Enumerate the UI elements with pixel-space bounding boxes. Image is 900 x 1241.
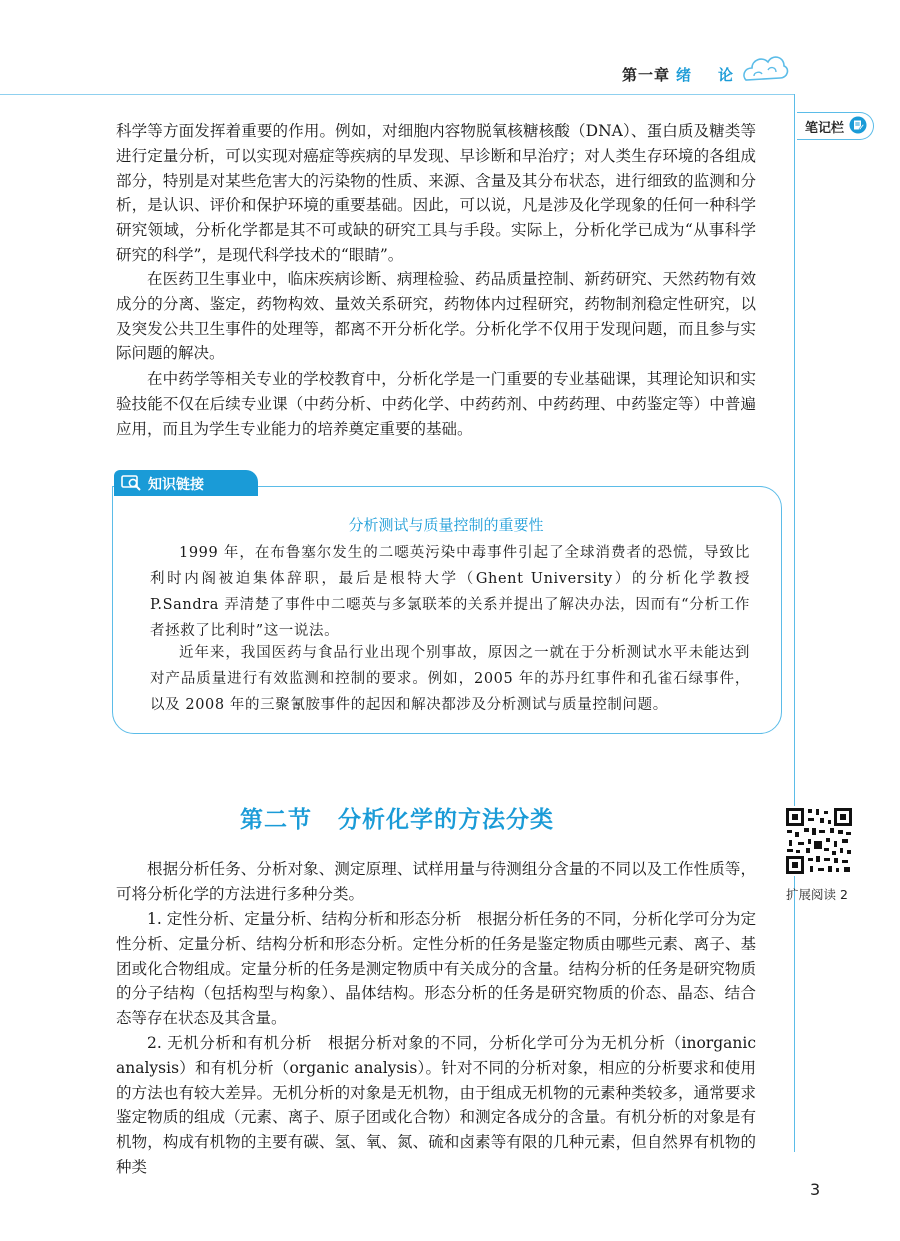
body-paragraph: 在医药卫生事业中，临床疾病诊断、病理检验、药品质量控制、新药研究、天然药物有效成分的分离、鉴定，药物构效、量效关系研究，药物体内过程研究，药物制剂稳定性研究，以及突发公共卫生事件的处理等，都离不开分析化学。分析化学不仅用于发现问题，而且参与实际问题的解决。: [116, 270, 756, 363]
item-text: 根据分析任务的不同，分析化学可分为定性分析、定量分析、结构分析和形态分析。定性分析的任务是鉴定物质由哪些元素、离子、基团或化合物组成。定量分析的任务是测定物质中有关成分的含量。结构分析的任务是研究物质的分子结构（包括构型与构象）、晶体结构。形态分析的任务是研究物质的价态、晶态、结合态等存在状态及其含量。: [116, 910, 756, 1028]
knowledge-link-label: 知识链接: [148, 477, 204, 493]
section-name: 分析化学的方法分类: [338, 807, 554, 833]
section-intro: 根据分析任务、分析对象、测定原理、试样用量与待测组分含量的不同以及工作性质等，可将分析化学的方法进行多种分类。: [116, 860, 756, 903]
knowledge-link-tab: [114, 470, 258, 496]
notes-column-tab: [797, 112, 874, 140]
body-paragraph: 在中药学等相关专业的学校教育中，分析化学是一门重要的专业基础课，其理论知识和实验技能不仅在后续专业课（中药分析、中药化学、中药药剂、中药药理、中药鉴定等）中普遍应用，而且为学生专业能力的培养奠定重要的基础。: [116, 370, 756, 438]
notebook-pen-icon: [849, 116, 867, 134]
running-header: [622, 60, 792, 90]
chapter-title: 绪 论: [676, 66, 740, 84]
magnifier-screen-icon: [121, 474, 143, 492]
chapter-number: 第一章: [622, 66, 671, 84]
cloud-ornament-icon: [740, 46, 790, 90]
body-paragraph: 科学等方面发挥着重要的作用。例如，对细胞内容物脱氧核糖核酸（DNA）、蛋白质及糖类等进行定量分析，可以实现对癌症等疾病的早发现、早诊断和早治疗；对人类生存环境的各组成部分，特别是对某些危害大的污染物的性质、来源、含量及其分布状态，进行细致的监测和分析，是认识、评价和保护环境的重要基础。因此，可以说，凡是涉及化学现象的任何一种科学研究领域，分析化学都是其不可或缺的研究工具与手段。实际上，分析化学已成为“从事科学研究的科学”，是现代科学技术的“眼睛”。: [116, 122, 756, 264]
section-title: [0, 801, 794, 834]
section-number: 第二节: [240, 807, 312, 833]
qr-code-icon[interactable]: [784, 806, 854, 876]
section-item: [116, 907, 756, 1031]
margin-rule: [794, 94, 795, 1152]
header-rule: [0, 94, 795, 95]
notes-label: 笔记栏: [805, 121, 845, 136]
section-item: [116, 1031, 756, 1180]
page-number: 3: [810, 1180, 821, 1199]
knowledge-link-heading: 分析测试与质量控制的重要性: [348, 516, 544, 534]
chapter-label: [622, 64, 739, 85]
knowledge-link-paragraph: 1999 年，在布鲁塞尔发生的二噁英污染中毒事件引起了全球消费者的恐慌，导致比利时内阁被迫集体辞职，最后是根特大学（Ghent University）的分析化学教授 P.Sandra 弄清楚了事件中二噁英与多氯联苯的关系并提出了解决办法，因而有“分析工作者拯救了比利时”这一说法。: [150, 545, 750, 639]
item-term: 1. 定性分析、定量分析、结构分析和形态分析: [147, 910, 462, 928]
item-text: 根据分析对象的不同，分析化学可分为无机分析（inorganic analysis）和有机分析（organic analysis）。针对不同的分析对象，相应的分析要求和使用的方法也有较大差异。无机分析的对象是无机物，由于组成无机物的元素种类较多，通常要求鉴定物质的组成（元素、离子、原子团或化合物）和测定各成分的含量。有机分析的对象是有机物，构成有机物的主要有碳、氢、氧、氮、硫和卤素等有限的几种元素，但自然界有机物的种类: [116, 1034, 756, 1176]
qr-caption: 扩展阅读 2: [786, 887, 848, 902]
item-term: 2. 无机分析和有机分析: [147, 1034, 312, 1052]
knowledge-link-paragraph: 近年来，我国医药与食品行业出现个别事故，原因之一就在于分析测试水平未能达到对产品质量进行有效监测和控制的要求。例如，2005 年的苏丹红事件和孔雀石绿事件，以及 2008 年的三聚氰胺事件的起因和解决都涉及分析测试与质量控制问题。: [150, 645, 750, 713]
